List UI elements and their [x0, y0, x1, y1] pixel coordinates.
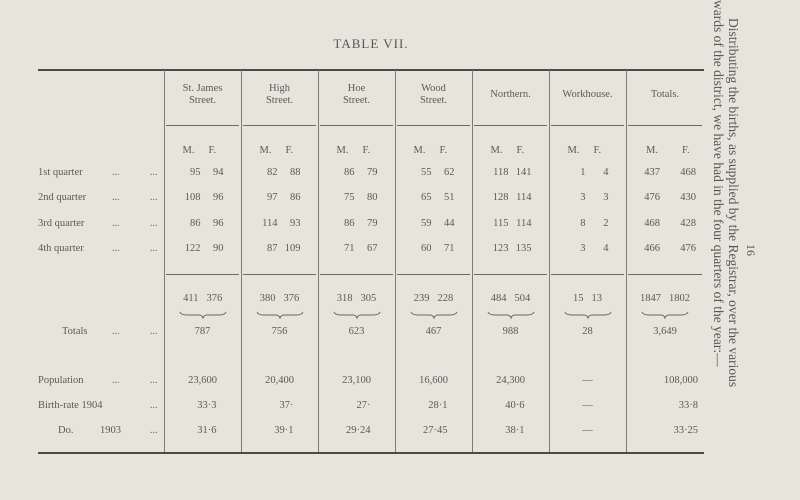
leader-dots: ...: [150, 400, 158, 411]
total-combined: 467: [425, 326, 442, 337]
total-m: 380: [259, 293, 276, 304]
sub-header-f: F.: [208, 145, 217, 156]
value-m: 123: [492, 243, 509, 254]
intro-line-2: wards of the district, we have had in the four quarters of the year:—: [711, 0, 726, 367]
total-f: 1802: [669, 293, 690, 304]
column-header-line: Street.: [188, 95, 217, 106]
column-header: [241, 83, 318, 107]
column-header-line: Street.: [265, 95, 294, 106]
row-label-year: 1903: [100, 425, 121, 436]
total-combined: 623: [348, 326, 365, 337]
value-m: 128: [492, 192, 509, 203]
column-divider: [626, 70, 627, 452]
value: —: [582, 375, 593, 386]
value-m: 437: [644, 167, 660, 178]
sub-header-m: M.: [413, 145, 426, 156]
value-m: 115: [493, 218, 509, 229]
column-header: [164, 83, 241, 107]
leader-dots: ...: [112, 167, 120, 178]
leader-dots: ...: [112, 375, 120, 386]
value-f: 114: [516, 218, 532, 229]
table-title: TABLE VII.: [333, 36, 409, 51]
total-m: 411: [183, 293, 199, 304]
value-f: 141: [515, 167, 532, 178]
column-header: [472, 89, 549, 101]
header-underline: [320, 125, 393, 126]
header-underline: [243, 125, 316, 126]
total-f: 376: [283, 293, 300, 304]
value: 27·: [356, 400, 371, 411]
value-f: 93: [290, 218, 301, 229]
value-m: 55: [421, 167, 432, 178]
total-combined: 28: [582, 326, 593, 337]
header-underline: [628, 125, 702, 126]
leader-dots: ...: [150, 218, 158, 229]
total-f: 228: [437, 293, 454, 304]
value-m: 60: [421, 243, 432, 254]
value-m: 3: [580, 243, 586, 254]
value: 40·6: [505, 400, 525, 411]
value: 28·1: [428, 400, 448, 411]
value-f: 430: [680, 192, 696, 203]
total-m: 239: [413, 293, 430, 304]
column-header-line: Northern.: [490, 89, 531, 100]
value-m: 476: [644, 192, 660, 203]
total-m: 484: [490, 293, 507, 304]
row-label: Birth-rate 1904: [38, 400, 103, 411]
total-f: 376: [206, 293, 223, 304]
value-f: 135: [515, 243, 532, 254]
value-f: 44: [444, 218, 455, 229]
value: 23,600: [188, 375, 217, 386]
column-header: [318, 83, 395, 107]
value: 20,400: [265, 375, 294, 386]
leader-dots: ...: [150, 375, 158, 386]
value-m: 95: [190, 167, 201, 178]
column-divider: [318, 70, 319, 452]
leader-dots: ...: [112, 192, 120, 203]
value-f: 88: [290, 167, 301, 178]
value: 27·45: [423, 425, 448, 436]
column-header-line: Workhouse.: [562, 89, 613, 100]
value: 37·: [279, 400, 294, 411]
leader-dots: ...: [150, 192, 158, 203]
side-text: [698, 0, 758, 500]
intro-line-1: Distributing the births, as supplied by the Registrar, over the various: [726, 18, 741, 388]
totals-overline: [551, 274, 624, 275]
column-divider: [549, 70, 550, 452]
value-f: 476: [680, 243, 696, 254]
total-f: 13: [591, 293, 602, 304]
value-m: 71: [344, 243, 355, 254]
value-f: 468: [680, 167, 696, 178]
row-label: 2nd quarter: [38, 192, 87, 203]
leader-dots: ...: [150, 326, 158, 337]
value-m: 59: [421, 218, 432, 229]
column-header: [395, 83, 472, 107]
value-m: 3: [580, 192, 586, 203]
sub-header-f: F.: [593, 145, 602, 156]
value-f: 80: [367, 192, 378, 203]
total-combined: 787: [194, 326, 211, 337]
column-divider: [241, 70, 242, 452]
brace-icon: [564, 306, 612, 314]
sub-header-f: F.: [362, 145, 371, 156]
total-m: 15: [573, 293, 584, 304]
value-m: 65: [421, 192, 432, 203]
value: 33·8: [678, 400, 698, 411]
value-m: 1: [580, 167, 586, 178]
totals-overline: [166, 274, 239, 275]
leader-dots: ...: [150, 425, 158, 436]
value-f: 51: [444, 192, 455, 203]
value: 31·6: [197, 425, 217, 436]
value-f: 109: [284, 243, 301, 254]
table-bottom-rule: [38, 452, 704, 454]
leader-dots: ...: [112, 326, 120, 337]
leader-dots: ...: [112, 243, 120, 254]
total-combined: 3,649: [653, 326, 677, 337]
sub-header-f: F.: [682, 145, 690, 156]
brace-icon: [410, 306, 458, 314]
row-label: Do.: [58, 425, 74, 436]
page-number: 16: [744, 244, 758, 256]
brace-icon: [333, 306, 381, 314]
value: —: [582, 425, 593, 436]
value-m: 75: [344, 192, 355, 203]
value-f: 96: [213, 218, 224, 229]
total-m: 318: [336, 293, 353, 304]
leader-dots: ...: [150, 167, 158, 178]
total-f: 305: [360, 293, 377, 304]
sub-header-m: M.: [182, 145, 195, 156]
sub-header-m: M.: [567, 145, 580, 156]
value-f: 96: [213, 192, 224, 203]
brace-icon: [256, 306, 304, 314]
value-m: 108: [184, 192, 201, 203]
column-divider: [472, 70, 473, 452]
total-m: 1847: [640, 293, 661, 304]
value-m: 86: [190, 218, 201, 229]
value-f: 79: [367, 167, 378, 178]
value: 33·25: [673, 425, 698, 436]
value-f: 62: [444, 167, 455, 178]
row-label-totals: Totals: [62, 326, 88, 337]
header-underline: [397, 125, 470, 126]
value-m: 82: [267, 167, 278, 178]
value-f: 79: [367, 218, 378, 229]
brace-icon: [179, 306, 227, 314]
row-label: 4th quarter: [38, 243, 84, 254]
value: 108,000: [663, 375, 698, 386]
value-f: 94: [213, 167, 224, 178]
column-divider: [395, 70, 396, 452]
value-m: 468: [644, 218, 660, 229]
row-label: 1st quarter: [38, 167, 83, 178]
sub-header-m: M.: [490, 145, 503, 156]
table-top-rule: [38, 69, 704, 71]
value-f: 114: [516, 192, 532, 203]
column-header: [549, 89, 626, 101]
total-combined: 756: [271, 326, 288, 337]
totals-overline: [397, 274, 470, 275]
value-m: 114: [262, 218, 278, 229]
column-header-line: Street.: [342, 95, 371, 106]
value: 23,100: [342, 375, 371, 386]
row-label: 3rd quarter: [38, 218, 85, 229]
value-m: 87: [267, 243, 278, 254]
totals-overline: [628, 274, 702, 275]
column-header: [626, 89, 704, 101]
column-header-line: Wood: [421, 83, 446, 94]
value-f: 2: [603, 218, 609, 229]
value: 39·1: [274, 425, 294, 436]
value: 24,300: [496, 375, 525, 386]
value-f: 428: [680, 218, 696, 229]
column-header-line: Street.: [419, 95, 448, 106]
column-divider: [164, 70, 165, 452]
header-underline: [474, 125, 547, 126]
sub-header-f: F.: [439, 145, 448, 156]
column-header-line: Hoe: [347, 83, 366, 94]
totals-overline: [243, 274, 316, 275]
sub-header-f: F.: [516, 145, 525, 156]
leader-dots: ...: [150, 243, 158, 254]
column-header-line: Totals.: [650, 89, 680, 100]
sub-header-f: F.: [285, 145, 294, 156]
value-f: 90: [213, 243, 224, 254]
value-f: 4: [603, 167, 609, 178]
brace-icon: [487, 306, 535, 314]
value: 33·3: [197, 400, 217, 411]
value-f: 3: [603, 192, 609, 203]
value: 29·24: [346, 425, 371, 436]
column-header-line: High: [269, 83, 290, 94]
leader-dots: ...: [112, 218, 120, 229]
value: 16,600: [419, 375, 448, 386]
header-underline: [166, 125, 239, 126]
header-underline: [551, 125, 624, 126]
value-m: 86: [344, 218, 355, 229]
column-header-line: St. James: [182, 83, 223, 94]
value-m: 8: [580, 218, 586, 229]
value-m: 466: [644, 243, 660, 254]
total-f: 504: [514, 293, 531, 304]
sub-header-m: M.: [646, 145, 658, 156]
brace-icon: [641, 306, 689, 314]
totals-overline: [474, 274, 547, 275]
value-f: 4: [603, 243, 609, 254]
sub-header-m: M.: [336, 145, 349, 156]
value: —: [582, 400, 593, 411]
value-f: 67: [367, 243, 378, 254]
value-m: 86: [344, 167, 355, 178]
value-f: 71: [444, 243, 455, 254]
value-f: 86: [290, 192, 301, 203]
total-combined: 988: [502, 326, 519, 337]
totals-overline: [320, 274, 393, 275]
value-m: 122: [184, 243, 201, 254]
value-m: 118: [493, 167, 509, 178]
value-m: 97: [267, 192, 278, 203]
value: 38·1: [505, 425, 525, 436]
row-label: Population: [38, 375, 84, 386]
sub-header-m: M.: [259, 145, 272, 156]
